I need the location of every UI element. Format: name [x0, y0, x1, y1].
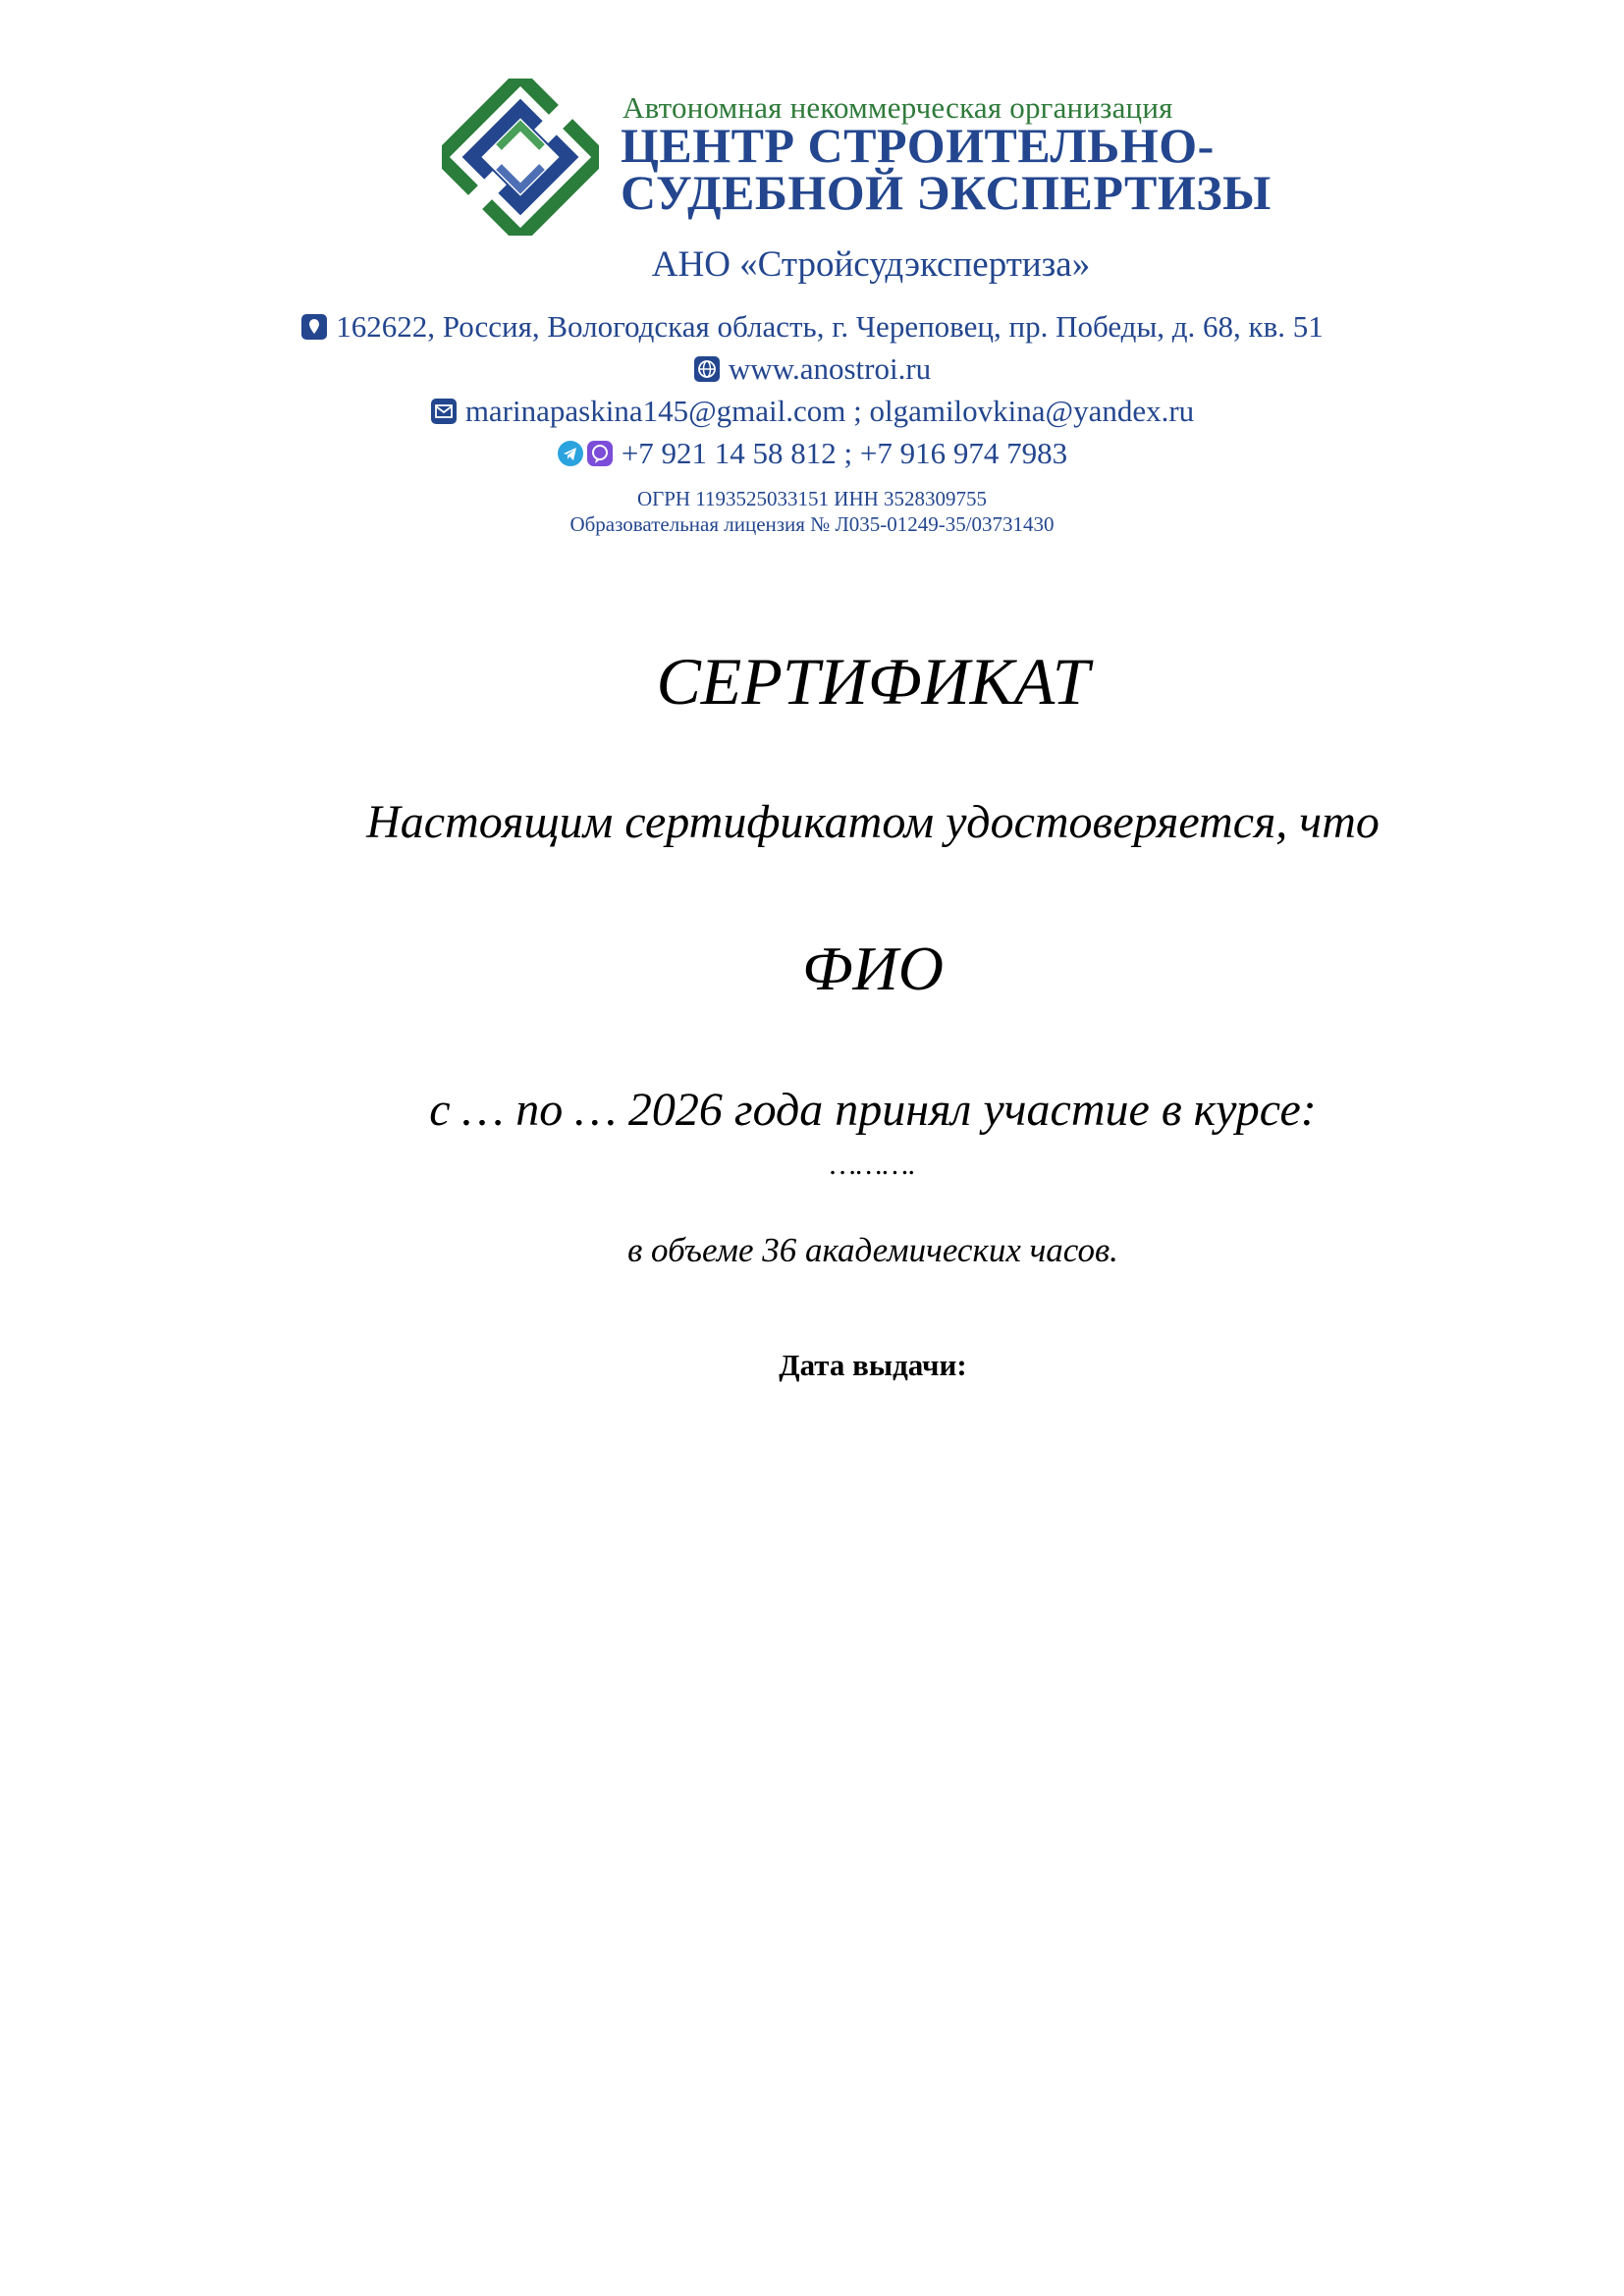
org-short-name: АНО «Стройсудэкспертиза»	[651, 244, 1091, 285]
website-link[interactable]: www.anostroi.ru	[728, 351, 932, 386]
address-line	[0, 309, 1624, 345]
license-number: Образовательная лицензия № Л035-01249-35/03731430	[569, 512, 1055, 536]
viber-icon	[586, 440, 614, 467]
course-volume: в объеме 36 академических часов.	[627, 1231, 1118, 1269]
globe-icon	[693, 355, 721, 383]
course-name: ……….	[830, 1148, 916, 1181]
telegram-icon	[557, 440, 584, 467]
email-text[interactable]: marinapaskina145@gmail.com ; olgamilovkina@yandex.ru	[464, 394, 1195, 428]
org-type-text: Автономная некоммерческая организация	[623, 90, 1173, 125]
website-line	[0, 351, 1624, 387]
course-period: с … по … 2026 года принял участие в курсе:	[429, 1084, 1317, 1136]
mail-icon	[430, 398, 458, 425]
issue-date-label: Дата выдачи:	[779, 1348, 967, 1382]
org-name-line2: СУДЕБНОЙ ЭКСПЕРТИЗЫ	[621, 165, 1272, 220]
registration-numbers: ОГРН 1193525033151 ИНН 3528309755	[636, 487, 988, 510]
org-name-line1: ЦЕНТР СТРОИТЕЛЬНО-	[621, 118, 1215, 173]
certificate-statement: Настоящим сертификатом удостоверяется, что	[366, 796, 1380, 848]
location-pin-icon	[300, 313, 328, 341]
org-name	[621, 118, 1272, 220]
phone-text[interactable]: +7 921 14 58 812 ; +7 916 974 7983	[621, 436, 1068, 470]
email-line	[0, 394, 1624, 429]
address-text: 162622, Россия, Вологодская область, г. Череповец, пр. Победы, д. 68, кв. 51	[336, 309, 1324, 344]
phone-line	[0, 436, 1624, 471]
certificate-title: СЕРТИФИКАТ	[656, 644, 1090, 719]
recipient-name: ФИО	[802, 934, 944, 1003]
organization-logo	[442, 79, 599, 236]
